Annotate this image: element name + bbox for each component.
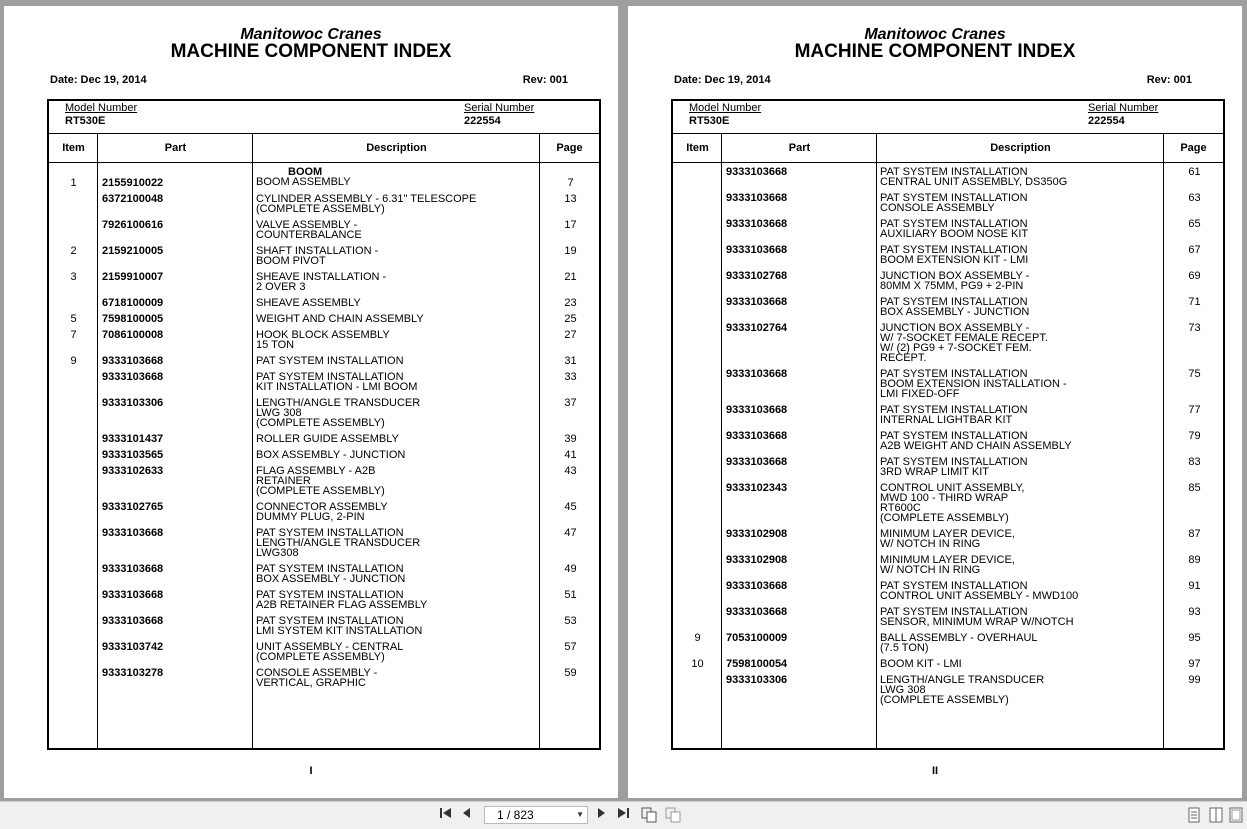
description-line: LWG 308 xyxy=(880,684,926,696)
page-reference: 17 xyxy=(564,219,577,231)
description xyxy=(880,483,1165,523)
part-number: 9333103668 xyxy=(102,615,164,627)
part-number: 9333103668 xyxy=(102,563,164,575)
column-header-item: Item xyxy=(62,142,85,154)
description xyxy=(256,616,541,636)
description xyxy=(880,581,1165,601)
page-reference: 83 xyxy=(1188,456,1201,468)
description-line: CONTROL UNIT ASSEMBLY, xyxy=(880,482,1025,494)
part-number: 7598100054 xyxy=(726,658,788,670)
page-reference: 93 xyxy=(1188,606,1201,618)
description-line: WEIGHT AND CHAIN ASSEMBLY xyxy=(256,313,424,325)
description-line: 2 OVER 3 xyxy=(256,281,306,293)
description-line: PAT SYSTEM INSTALLATION xyxy=(256,371,404,383)
model-info-row xyxy=(49,101,599,134)
part-number: 9333103278 xyxy=(102,667,164,679)
description xyxy=(256,167,541,187)
description-line: DUMMY PLUG, 2-PIN xyxy=(256,511,365,523)
part-number: 9333103668 xyxy=(726,404,788,416)
description-line: 3RD WRAP LIMIT KIT xyxy=(880,466,990,478)
description-line: 80MM X 75MM, PG9 + 2-PIN xyxy=(880,280,1024,292)
column-divider xyxy=(97,133,98,748)
description-line: LENGTH/ANGLE TRANSDUCER xyxy=(256,537,421,549)
description-line: CONSOLE ASSEMBLY - xyxy=(256,667,378,679)
description xyxy=(880,167,1165,187)
description-line: PAT SYSTEM INSTALLATION xyxy=(880,368,1028,380)
description-line: LENGTH/ANGLE TRANSDUCER xyxy=(880,674,1045,686)
item-number: 3 xyxy=(70,271,77,283)
single-page-icon[interactable] xyxy=(1186,807,1202,824)
description-line: PAT SYSTEM INSTALLATION xyxy=(880,456,1028,468)
section-heading: BOOM xyxy=(288,166,323,178)
description-line: HOOK BLOCK ASSEMBLY xyxy=(256,329,390,341)
description xyxy=(256,298,541,308)
model-number-label: Model Number xyxy=(65,102,138,114)
description-line: BOOM PIVOT xyxy=(256,255,326,267)
page-reference: 99 xyxy=(1188,674,1201,686)
description-line: SHEAVE INSTALLATION - xyxy=(256,271,387,283)
page-reference: 69 xyxy=(1188,270,1201,282)
part-number: 9333102768 xyxy=(726,270,788,282)
description-line: PAT SYSTEM INSTALLATION xyxy=(880,404,1028,416)
page-reference: 61 xyxy=(1188,166,1201,178)
description-line: RETAINER xyxy=(256,475,311,487)
description-line: PAT SYSTEM INSTALLATION xyxy=(880,296,1028,308)
description-line: PAT SYSTEM INSTALLATION xyxy=(880,244,1028,256)
page-reference: 27 xyxy=(564,329,577,341)
description-line: LMI FIXED-OFF xyxy=(880,388,960,400)
model-info-row xyxy=(673,101,1223,134)
page-reference: 51 xyxy=(564,589,577,601)
page-reference: 65 xyxy=(1188,218,1201,230)
continuous-view-icon[interactable] xyxy=(664,807,682,824)
description-line: RECEPT. xyxy=(880,352,927,364)
description-line: PAT SYSTEM INSTALLATION xyxy=(256,563,404,575)
page-reference: 79 xyxy=(1188,430,1201,442)
part-number: 9333103742 xyxy=(102,641,164,653)
item-number: 2 xyxy=(70,245,77,257)
component-table xyxy=(47,99,601,750)
part-number: 9333103565 xyxy=(102,449,164,461)
description-line: (7.5 TON) xyxy=(880,642,929,654)
page-reference: 41 xyxy=(564,449,577,461)
part-number: 9333102765 xyxy=(102,501,164,513)
page-reference: 73 xyxy=(1188,322,1201,334)
page-reference: 49 xyxy=(564,563,577,575)
description xyxy=(880,607,1165,627)
description-line: ROLLER GUIDE ASSEMBLY xyxy=(256,433,399,445)
serial-number-label: Serial Number xyxy=(464,102,535,114)
column-header-part: Part xyxy=(788,142,811,154)
description-line: BALL ASSEMBLY - OVERHAUL xyxy=(880,632,1038,644)
part-number: 9333103668 xyxy=(726,456,788,468)
page-reference: 71 xyxy=(1188,296,1201,308)
description xyxy=(880,405,1165,425)
fit-page-icon[interactable] xyxy=(1228,807,1244,824)
model-number-value: RT530E xyxy=(65,115,106,127)
last-page-icon[interactable] xyxy=(614,807,632,824)
description-line: PAT SYSTEM INSTALLATION xyxy=(880,430,1028,442)
description-line: PAT SYSTEM INSTALLATION xyxy=(880,192,1028,204)
description xyxy=(256,564,541,584)
description-line: (COMPLETE ASSEMBLY) xyxy=(256,203,385,215)
description-line: JUNCTION BOX ASSEMBLY - xyxy=(880,322,1030,334)
pdf-viewer-toolbar xyxy=(0,801,1247,829)
part-number: 9333103306 xyxy=(102,397,164,409)
part-number: 6372100048 xyxy=(102,193,164,205)
description xyxy=(880,457,1165,477)
part-number: 2159210005 xyxy=(102,245,164,257)
part-number: 9333103668 xyxy=(102,527,164,539)
book-view-icon[interactable] xyxy=(1208,807,1224,824)
part-number: 9333103668 xyxy=(726,218,788,230)
item-number: 9 xyxy=(70,355,77,367)
part-number: 9333103668 xyxy=(726,244,788,256)
page-reference: 31 xyxy=(564,355,577,367)
page-reference: 91 xyxy=(1188,580,1201,592)
part-number: 9333103668 xyxy=(726,192,788,204)
description-line: W/ NOTCH IN RING xyxy=(880,538,981,550)
column-header-page: Page xyxy=(1180,142,1207,154)
page-reference: 89 xyxy=(1188,554,1201,566)
page-reference: 67 xyxy=(1188,244,1201,256)
description-line: A2B WEIGHT AND CHAIN ASSEMBLY xyxy=(880,440,1072,452)
description-line: LWG 308 xyxy=(256,407,302,419)
page-number-selector[interactable] xyxy=(484,806,588,824)
description-line: (COMPLETE ASSEMBLY) xyxy=(880,694,1009,706)
description-line: UNIT ASSEMBLY - CENTRAL xyxy=(256,641,404,653)
page-reference: 45 xyxy=(564,501,577,513)
document-page-2 xyxy=(628,6,1242,798)
company-name: Manitowoc Cranes xyxy=(240,26,382,43)
part-number: 6718100009 xyxy=(102,297,164,309)
description xyxy=(880,675,1165,705)
part-number: 9333103668 xyxy=(726,430,788,442)
description xyxy=(880,323,1165,363)
description-line: CYLINDER ASSEMBLY - 6.31" TELESCOPE xyxy=(256,193,477,205)
serial-number-label: Serial Number xyxy=(1088,102,1159,114)
part-number: 9333102908 xyxy=(726,554,788,566)
item-number: 1 xyxy=(70,177,77,189)
description-line: LWG308 xyxy=(256,547,299,559)
page-indicator[interactable]: 1 / 823 xyxy=(497,808,534,822)
column-header-part: Part xyxy=(164,142,187,154)
part-number: 9333102908 xyxy=(726,528,788,540)
two-page-view-icon[interactable] xyxy=(640,807,658,824)
column-divider xyxy=(721,133,722,748)
description-line: PAT SYSTEM INSTALLATION xyxy=(256,527,404,539)
page-reference: 57 xyxy=(564,641,577,653)
part-number: 2155910022 xyxy=(102,177,164,189)
description-line: CONTROL UNIT ASSEMBLY - MWD100 xyxy=(880,590,1079,602)
description-line: CENTRAL UNIT ASSEMBLY, DS350G xyxy=(880,176,1068,188)
page-reference: 33 xyxy=(564,371,577,383)
description-line: (COMPLETE ASSEMBLY) xyxy=(880,512,1009,524)
column-header-item: Item xyxy=(686,142,709,154)
document-page-1 xyxy=(4,6,618,798)
page-reference: 87 xyxy=(1188,528,1201,540)
part-number: 9333102633 xyxy=(102,465,164,477)
description xyxy=(256,220,541,240)
description-line: PAT SYSTEM INSTALLATION xyxy=(880,166,1028,178)
company-name: Manitowoc Cranes xyxy=(864,26,1006,43)
description-line: RT600C xyxy=(880,502,921,514)
description xyxy=(256,466,541,496)
item-number: 7 xyxy=(70,329,77,341)
part-number: 9333103668 xyxy=(726,166,788,178)
description xyxy=(256,642,541,662)
description-line: BOX ASSEMBLY - JUNCTION xyxy=(256,573,406,585)
description-line: (COMPLETE ASSEMBLY) xyxy=(256,417,385,429)
page-reference: 25 xyxy=(564,313,577,325)
page-title: MACHINE COMPONENT INDEX xyxy=(794,41,1076,62)
page-reference: 97 xyxy=(1188,658,1201,670)
part-number: 9333103668 xyxy=(726,368,788,380)
column-header-row xyxy=(673,133,1223,163)
part-number: 9333102343 xyxy=(726,482,788,494)
description xyxy=(256,356,541,366)
description-line: MINIMUM LAYER DEVICE, xyxy=(880,528,1015,540)
description-line: BOX ASSEMBLY - JUNCTION xyxy=(256,449,406,461)
description-line: PAT SYSTEM INSTALLATION xyxy=(880,580,1028,592)
part-number: 9333103668 xyxy=(726,580,788,592)
page-reference: 37 xyxy=(564,397,577,409)
page-reference: 43 xyxy=(564,465,577,477)
description-line: VALVE ASSEMBLY - xyxy=(256,219,358,231)
item-number: 10 xyxy=(691,658,704,670)
column-divider xyxy=(876,133,877,748)
column-header-description: Description xyxy=(990,142,1051,154)
description xyxy=(256,194,541,214)
description-line: LMI SYSTEM KIT INSTALLATION xyxy=(256,625,423,637)
description xyxy=(256,590,541,610)
description-line: BOOM ASSEMBLY xyxy=(256,176,351,188)
page-reference: 39 xyxy=(564,433,577,445)
description xyxy=(256,434,541,444)
description xyxy=(880,555,1165,575)
part-number: 9333101437 xyxy=(102,433,164,445)
part-number: 9333103668 xyxy=(726,606,788,618)
description-line: KIT INSTALLATION - LMI BOOM xyxy=(256,381,418,393)
page-reference: 77 xyxy=(1188,404,1201,416)
description-line: AUXILIARY BOOM NOSE KIT xyxy=(880,228,1029,240)
chevron-down-icon[interactable]: ▼ xyxy=(576,810,584,819)
description xyxy=(256,272,541,292)
page-reference: 53 xyxy=(564,615,577,627)
description-line: SENSOR, MINIMUM WRAP W/NOTCH xyxy=(880,616,1074,628)
item-number: 5 xyxy=(70,313,77,325)
description xyxy=(256,246,541,266)
description-line: JUNCTION BOX ASSEMBLY - xyxy=(880,270,1030,282)
description xyxy=(880,193,1165,213)
component-table xyxy=(671,99,1225,750)
description-line: PAT SYSTEM INSTALLATION xyxy=(880,218,1028,230)
serial-number-value: 222554 xyxy=(464,115,501,127)
part-number: 9333103306 xyxy=(726,674,788,686)
description-line: 15 TON xyxy=(256,339,295,351)
description-line: (COMPLETE ASSEMBLY) xyxy=(256,651,385,663)
description-line: VERTICAL, GRAPHIC xyxy=(256,677,366,689)
description xyxy=(256,398,541,428)
document-revision: Rev: 001 xyxy=(522,74,568,86)
column-header-page: Page xyxy=(556,142,583,154)
column-header-description: Description xyxy=(366,142,427,154)
part-number: 7926100616 xyxy=(102,219,164,231)
part-number: 9333103668 xyxy=(102,589,164,601)
description-line: INTERNAL LIGHTBAR KIT xyxy=(880,414,1013,426)
description-line: COUNTERBALANCE xyxy=(256,229,362,241)
page-footer-number: I xyxy=(309,765,313,777)
description xyxy=(880,633,1165,653)
page-reference: 13 xyxy=(564,193,577,205)
model-number-value: RT530E xyxy=(689,115,730,127)
description xyxy=(256,372,541,392)
part-number: 9333102764 xyxy=(726,322,788,334)
column-divider xyxy=(252,133,253,748)
description xyxy=(880,659,1165,669)
page-reference: 63 xyxy=(1188,192,1201,204)
description xyxy=(256,450,541,460)
description xyxy=(880,219,1165,239)
description-line: PAT SYSTEM INSTALLATION xyxy=(256,355,404,367)
page-reference: 7 xyxy=(567,177,574,189)
description xyxy=(256,502,541,522)
description-line: CONSOLE ASSEMBLY xyxy=(880,202,995,214)
description-line: FLAG ASSEMBLY - A2B xyxy=(256,465,376,477)
next-page-icon[interactable] xyxy=(594,807,608,824)
document-date: Date: Dec 19, 2014 xyxy=(674,74,771,86)
description xyxy=(880,297,1165,317)
page-reference: 21 xyxy=(564,271,577,283)
description-line: W/ (2) PG9 + 7-SOCKET FEM. xyxy=(880,342,1032,354)
description xyxy=(256,314,541,324)
description-line: CONNECTOR ASSEMBLY xyxy=(256,501,388,513)
page-reference: 85 xyxy=(1188,482,1201,494)
part-number: 7598100005 xyxy=(102,313,164,325)
document-date: Date: Dec 19, 2014 xyxy=(50,74,147,86)
description-line: BOOM KIT - LMI xyxy=(880,658,962,670)
description-line: (COMPLETE ASSEMBLY) xyxy=(256,485,385,497)
description-line: SHEAVE ASSEMBLY xyxy=(256,297,361,309)
description-line: BOOM EXTENSION KIT - LMI xyxy=(880,254,1029,266)
description-line: W/ 7-SOCKET FEMALE RECEPT. xyxy=(880,332,1048,344)
page-reference: 19 xyxy=(564,245,577,257)
description-line: PAT SYSTEM INSTALLATION xyxy=(256,615,404,627)
description-line: PAT SYSTEM INSTALLATION xyxy=(256,589,404,601)
description-line: MINIMUM LAYER DEVICE, xyxy=(880,554,1015,566)
description xyxy=(880,529,1165,549)
part-number: 9333103668 xyxy=(102,355,164,367)
page-footer-number: II xyxy=(931,765,939,777)
description xyxy=(880,369,1165,399)
part-number: 9333103668 xyxy=(726,296,788,308)
description xyxy=(256,330,541,350)
prev-page-icon[interactable] xyxy=(460,807,474,824)
description-line: PAT SYSTEM INSTALLATION xyxy=(880,606,1028,618)
description-line: MWD 100 - THIRD WRAP xyxy=(880,492,1009,504)
model-number-label: Model Number xyxy=(689,102,762,114)
column-header-row xyxy=(49,133,599,163)
page-reference: 23 xyxy=(564,297,577,309)
description-line: SHAFT INSTALLATION - xyxy=(256,245,379,257)
page-reference: 47 xyxy=(564,527,577,539)
description xyxy=(256,668,541,688)
part-number: 9333103668 xyxy=(102,371,164,383)
description xyxy=(880,431,1165,451)
description xyxy=(256,528,541,558)
description-line: LENGTH/ANGLE TRANSDUCER xyxy=(256,397,421,409)
description-line: W/ NOTCH IN RING xyxy=(880,564,981,576)
description xyxy=(880,271,1165,291)
description-line: BOOM EXTENSION INSTALLATION - xyxy=(880,378,1067,390)
page-reference: 59 xyxy=(564,667,577,679)
part-number: 2159910007 xyxy=(102,271,164,283)
page-reference: 95 xyxy=(1188,632,1201,644)
part-number: 7086100008 xyxy=(102,329,164,341)
document-revision: Rev: 001 xyxy=(1146,74,1192,86)
description xyxy=(880,245,1165,265)
description-line: A2B RETAINER FLAG ASSEMBLY xyxy=(256,599,428,611)
page-title: MACHINE COMPONENT INDEX xyxy=(170,41,452,62)
page-reference: 75 xyxy=(1188,368,1201,380)
part-number: 7053100009 xyxy=(726,632,788,644)
first-page-icon[interactable] xyxy=(437,807,455,824)
description-line: BOX ASSEMBLY - JUNCTION xyxy=(880,306,1030,318)
item-number: 9 xyxy=(694,632,701,644)
serial-number-value: 222554 xyxy=(1088,115,1125,127)
